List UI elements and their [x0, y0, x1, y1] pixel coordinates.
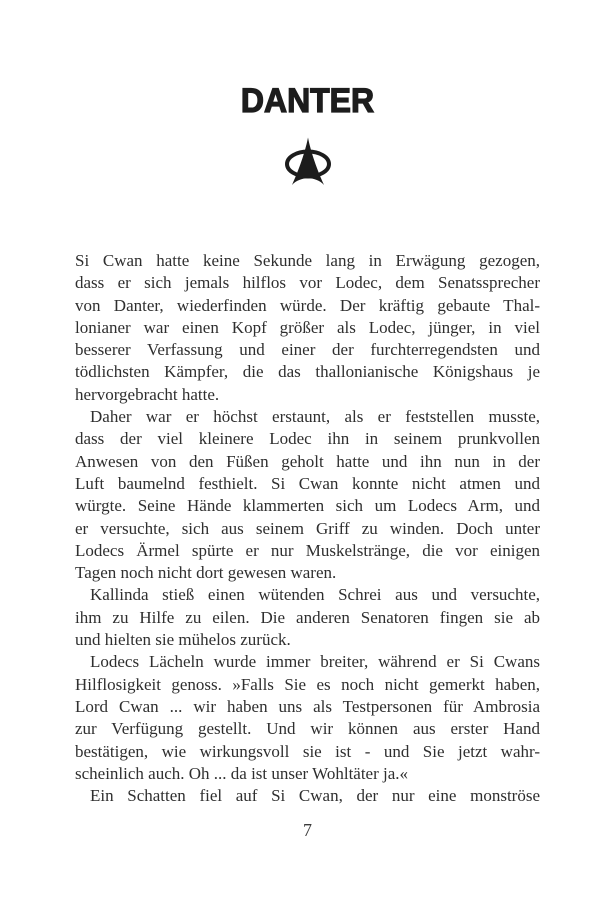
paragraph: [75, 584, 540, 651]
text-line: Daher war er höchst erstaunt, als er feststellen musste,: [90, 407, 540, 427]
text-line: Lodecs Lächeln wurde immer breiter, während er Si Cwans: [90, 652, 540, 672]
text-line: hervorgebracht hatte.: [75, 384, 220, 404]
text-line: Lodecs Ärmel spürte er nur Muskelstränge, die vor einigen: [75, 540, 540, 560]
text-line: würgte. Seine Hände klammerten sich um Lodecs Arm, und: [75, 496, 540, 516]
text-line: dass er sich jemals hilflos vor Lodec, dem Senatssprecher: [75, 273, 540, 293]
text-line: Lord Cwan ... wir haben uns als Testpersonen für Ambrosia: [75, 696, 540, 716]
text-line: bestätigen, wie wirkungsvoll sie ist - und Sie jetzt wahr-: [75, 741, 540, 761]
text-line: Luft baumelnd festhielt. Si Cwan konnte nicht atmen und: [75, 473, 540, 493]
chapter-title: DANTER: [240, 82, 375, 120]
text-line: Ein Schatten fiel auf Si Cwan, der nur eine monströse: [90, 786, 540, 806]
text-line: lonianer war einen Kopf größer als Lodec, jünger, in viel: [75, 317, 540, 337]
text-line: besserer Verfassung und einer der furchterregendsten und: [75, 340, 540, 360]
text-line: und hielten sie mühelos zurück.: [75, 630, 291, 650]
text-line: scheinlich auch. Oh ... da ist unser Wohltäter ja.«: [75, 763, 409, 783]
text-line: von Danter, wiederfinden würde. Der kräftig gebaute Thal-: [75, 295, 540, 315]
paragraph: [75, 785, 540, 807]
text-line: dass der viel kleinere Lodec ihn in seinem prunkvollen: [75, 429, 540, 449]
text-line: er versuchte, sich aus seinem Griff zu winden. Doch unter: [75, 518, 540, 538]
text-line: Tagen noch nicht dort gewesen waren.: [75, 563, 337, 583]
paragraph: [75, 406, 540, 584]
text-line: ihm zu Hilfe zu eilen. Die anderen Senatoren fingen sie ab: [75, 607, 540, 627]
text-line: Kallinda stieß einen wütenden Schrei aus und versuchte,: [90, 585, 540, 605]
text-line: tödlichsten Kämpfer, die das thallonianische Königshaus je: [75, 362, 540, 382]
paragraph: [75, 250, 540, 406]
text-block: [75, 250, 540, 807]
text-line: Si Cwan hatte keine Sekunde lang in Erwägung gezogen,: [75, 251, 540, 270]
page-number: 7: [303, 820, 312, 840]
delta-arrowhead: [292, 138, 324, 186]
text-line: Anwesen von den Füßen geholt hatte und ihn nun in der: [75, 451, 540, 471]
paragraph: [75, 651, 540, 785]
text-line: Hilflosigkeit genoss. »Falls Sie es noch nicht gemerkt haben,: [75, 674, 540, 694]
starfleet-delta-icon: [285, 137, 331, 187]
text-line: zur Verfügung gestellt. Und wir können aus erster Hand: [75, 719, 540, 739]
chapter-icon-container: [75, 137, 540, 192]
